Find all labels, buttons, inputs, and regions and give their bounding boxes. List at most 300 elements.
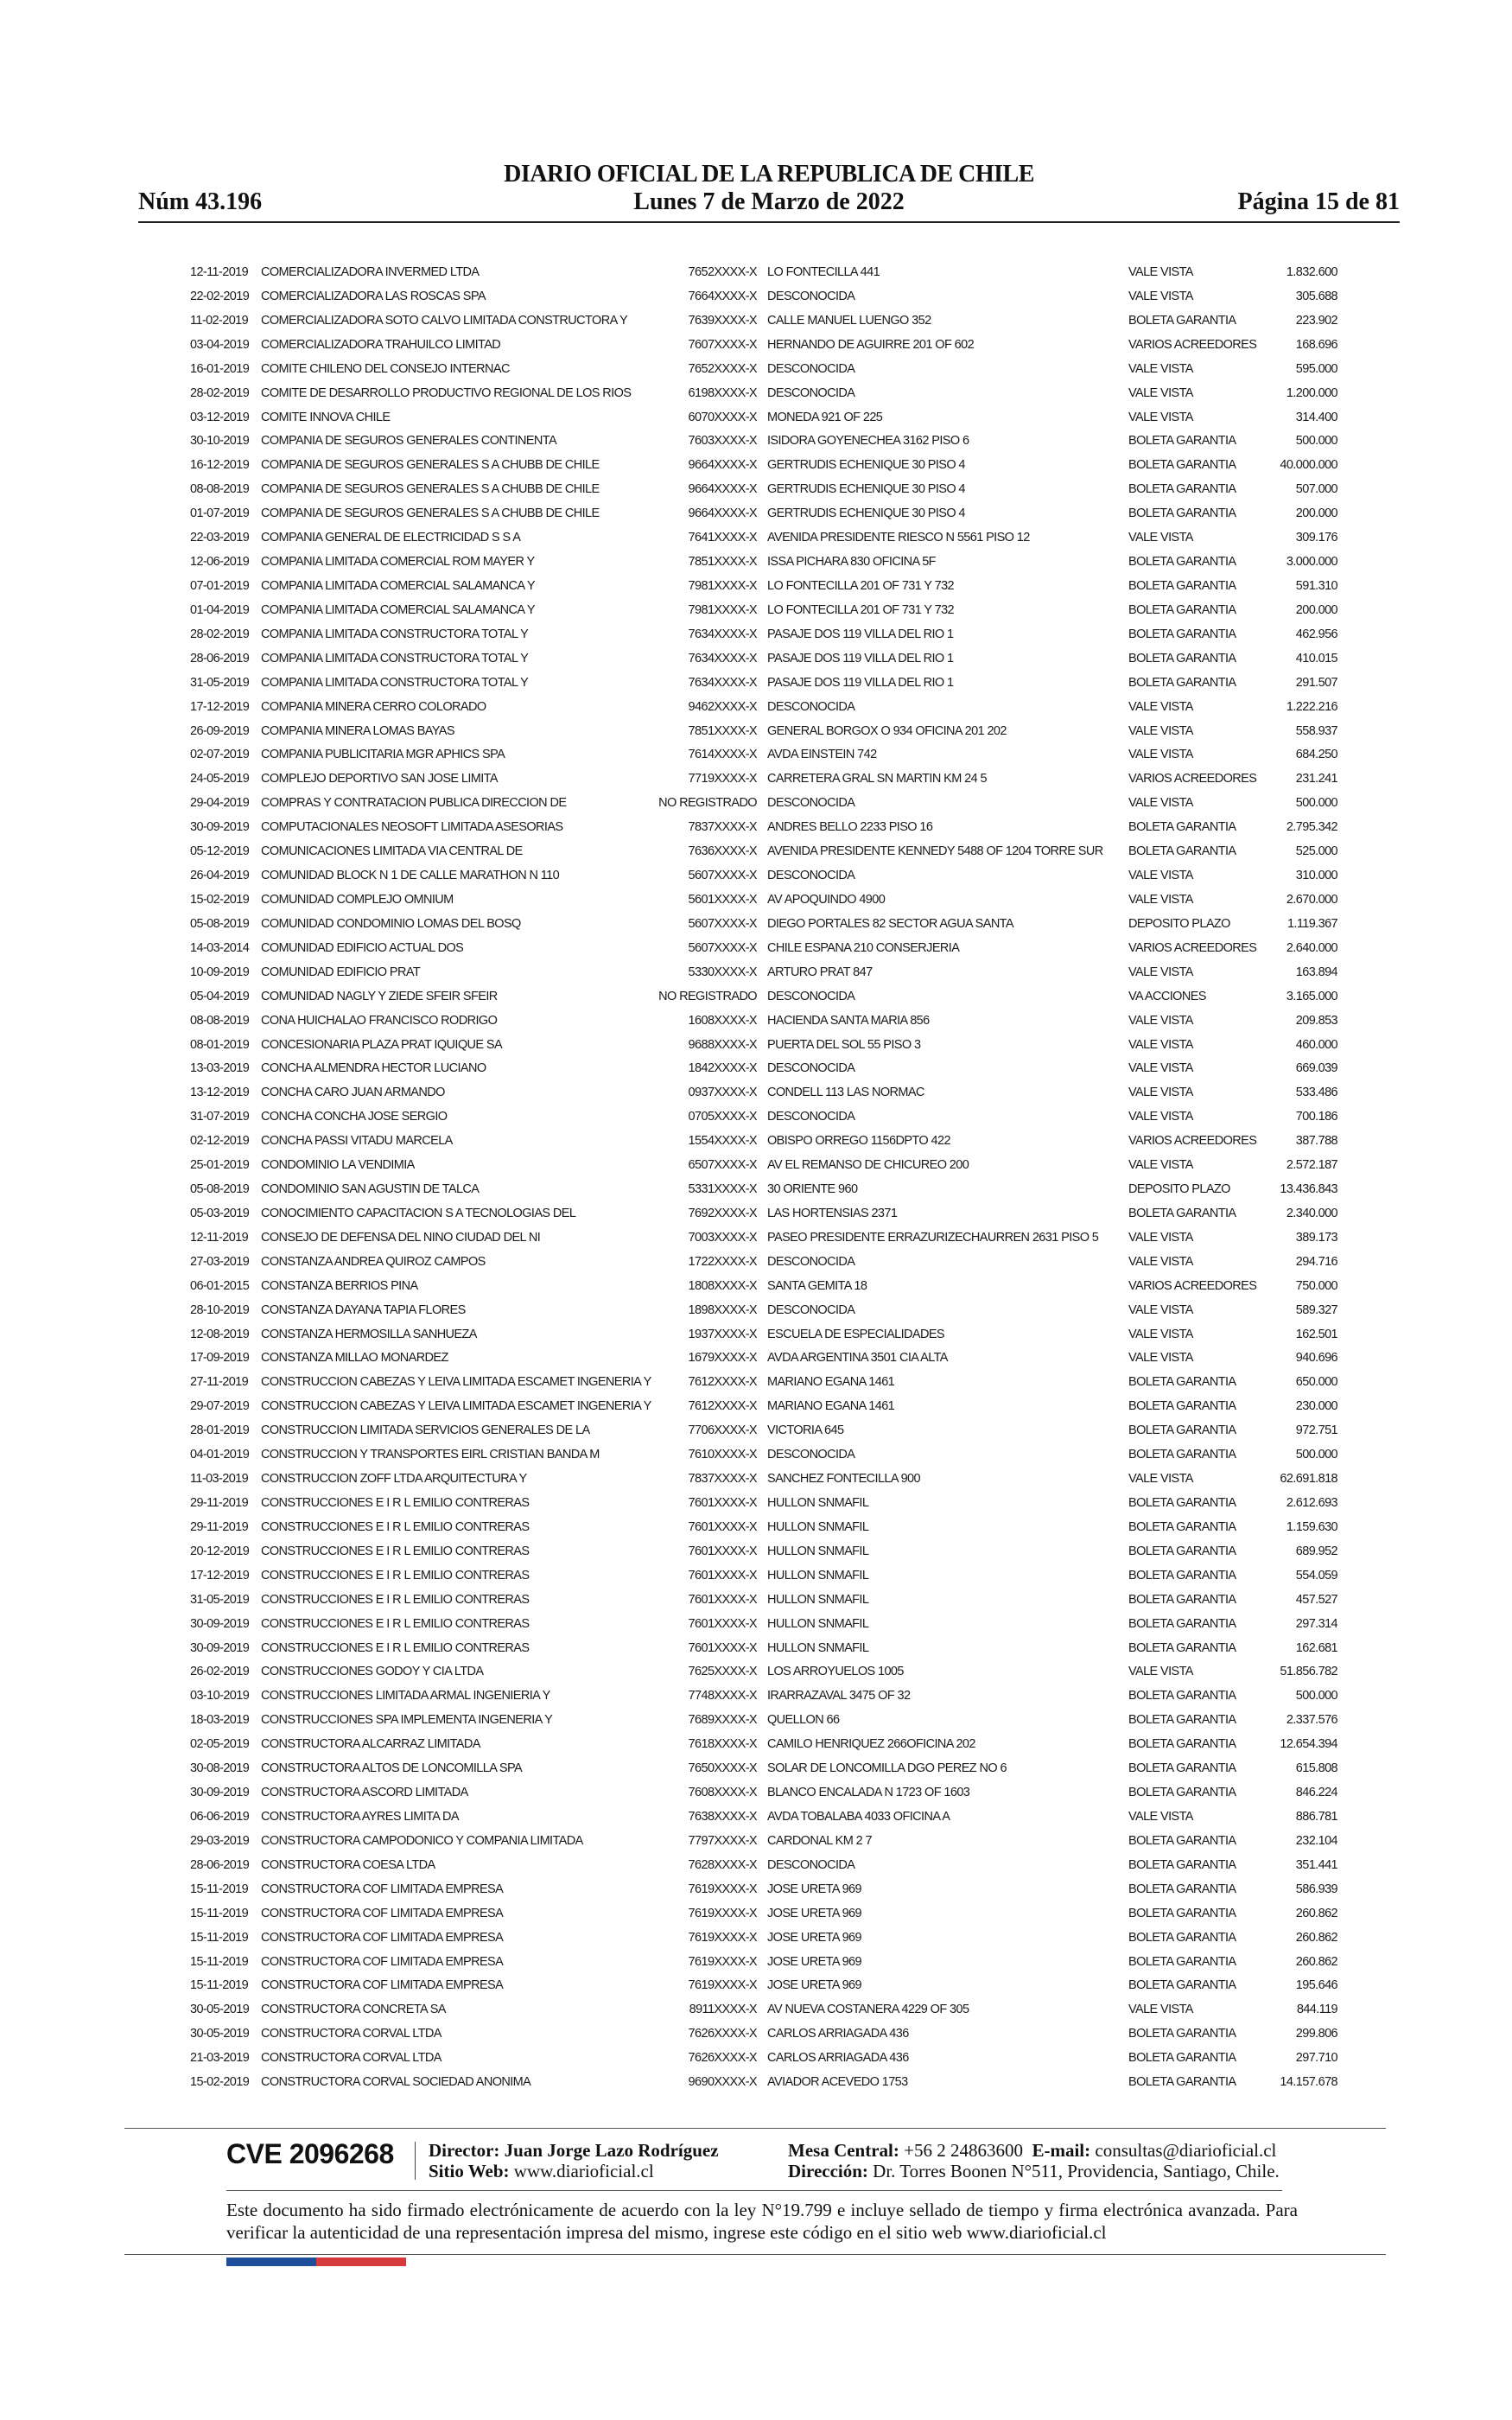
row-address: HULLON SNMAFIL (767, 1544, 869, 1558)
row-rut: 7634XXXX-X (688, 627, 757, 641)
row-address: AVENIDA PRESIDENTE KENNEDY 5488 OF 1204 TORRE SUR (767, 844, 1103, 859)
row-amount: 12.654.394 (1280, 1737, 1337, 1752)
row-name: COMPANIA LIMITADA COMERCIAL SALAMANCA Y (261, 602, 535, 617)
row-name: CONDOMINIO SAN AGUSTIN DE TALCA (261, 1182, 480, 1197)
row-type: BOLETA GARANTIA (1128, 1423, 1236, 1438)
row-name: COMPANIA PUBLICITARIA MGR APHICS SPA (261, 748, 505, 762)
row-name: COMERCIALIZADORA INVERMED LTDA (261, 265, 480, 279)
row-amount: 2.337.576 (1286, 1713, 1337, 1728)
table-row (183, 696, 1341, 720)
row-date: 10-09-2019 (190, 965, 250, 979)
table-row (183, 454, 1341, 478)
row-amount: 940.696 (1295, 1351, 1337, 1366)
row-rut: 7628XXXX-X (688, 1857, 757, 1872)
address-label: Dirección: (788, 2161, 868, 2181)
row-date: 12-11-2019 (190, 265, 249, 279)
row-amount: 51.856.782 (1280, 1665, 1337, 1679)
row-date: 08-08-2019 (190, 482, 250, 497)
row-rut: 7619XXXX-X (688, 1978, 757, 1993)
row-date: 28-01-2019 (190, 1423, 250, 1438)
row-amount: 595.000 (1295, 361, 1337, 376)
table-row (183, 1323, 1341, 1347)
row-amount: 223.902 (1295, 313, 1337, 328)
row-rut: 7626XXXX-X (688, 2051, 757, 2066)
table-row (183, 1998, 1341, 2022)
row-date: 25-01-2019 (190, 1158, 250, 1173)
row-address: SOLAR DE LONCOMILLA DGO PEREZ NO 6 (767, 1761, 1007, 1776)
row-amount: 589.327 (1295, 1302, 1337, 1317)
row-address: CHILE ESPANA 210 CONSERJERIA (767, 940, 960, 955)
row-type: VALE VISTA (1128, 1810, 1193, 1824)
row-amount: 163.894 (1295, 965, 1337, 979)
row-date: 01-07-2019 (190, 506, 250, 521)
table-row (183, 1034, 1341, 1058)
row-type: VALE VISTA (1128, 1254, 1193, 1269)
row-type: BOLETA GARANTIA (1128, 555, 1236, 570)
email-link[interactable]: consultas@diarioficial.cl (1095, 2140, 1277, 2161)
row-amount: 2.640.000 (1286, 940, 1337, 955)
row-type: BOLETA GARANTIA (1128, 1496, 1236, 1511)
row-name: CONSTRUCTORA CORVAL SOCIEDAD ANONIMA (261, 2075, 531, 2090)
row-amount: 586.939 (1295, 1882, 1337, 1896)
table-row (183, 792, 1341, 816)
row-rut: 7634XXXX-X (688, 675, 757, 690)
row-type: BOLETA GARANTIA (1128, 1954, 1236, 1969)
row-type: VALE VISTA (1128, 869, 1193, 883)
table-row (183, 1951, 1341, 1975)
table-row (183, 1226, 1341, 1251)
row-address: PASAJE DOS 119 VILLA DEL RIO 1 (767, 675, 954, 690)
row-name: COMPANIA LIMITADA COMERCIAL SALAMANCA Y (261, 578, 535, 593)
row-type: BOLETA GARANTIA (1128, 1399, 1236, 1414)
row-type: BOLETA GARANTIA (1128, 482, 1236, 497)
row-type: DEPOSITO PLAZO (1128, 916, 1230, 931)
table-row (183, 1613, 1341, 1637)
row-rut: 7610XXXX-X (688, 1448, 757, 1462)
row-rut: 7837XXXX-X (688, 820, 757, 835)
row-address: AV EL REMANSO DE CHICUREO 200 (767, 1158, 969, 1173)
row-address: DESCONOCIDA (767, 289, 855, 303)
row-name: COMPRAS Y CONTRATACION PUBLICA DIRECCION DE (261, 796, 567, 811)
row-type: VALE VISTA (1128, 748, 1193, 762)
row-amount: 387.788 (1295, 1134, 1337, 1149)
row-amount: 260.862 (1295, 1930, 1337, 1945)
row-rut: 7601XXXX-X (688, 1592, 757, 1607)
table-row (183, 406, 1341, 430)
row-date: 22-02-2019 (190, 289, 250, 303)
row-address: PASEO PRESIDENTE ERRAZURIZECHAURREN 2631 PISO 5 (767, 1230, 1099, 1245)
row-date: 03-04-2019 (190, 337, 250, 352)
row-name: CONSTRUCTORA COF LIMITADA EMPRESA (261, 1930, 504, 1945)
row-date: 04-01-2019 (190, 1448, 250, 1462)
row-date: 05-04-2019 (190, 989, 250, 1003)
row-type: VALE VISTA (1128, 1061, 1193, 1076)
table-row (183, 647, 1341, 672)
row-amount: 294.716 (1295, 1254, 1337, 1269)
row-address: DESCONOCIDA (767, 869, 855, 883)
row-amount: 500.000 (1295, 434, 1337, 449)
table-row (183, 1347, 1341, 1371)
row-name: CONSTANZA DAYANA TAPIA FLORES (261, 1302, 466, 1317)
row-date: 05-12-2019 (190, 844, 250, 859)
row-type: VALE VISTA (1128, 1230, 1193, 1245)
row-date: 31-05-2019 (190, 1592, 250, 1607)
row-address: MARIANO EGANA 1461 (767, 1375, 895, 1390)
table-row (183, 1926, 1341, 1951)
row-amount: 669.039 (1295, 1061, 1337, 1076)
row-name: CONSTRUCTORA AYRES LIMITA DA (261, 1810, 459, 1824)
director-block (429, 2140, 719, 2181)
table-row (183, 1660, 1341, 1684)
row-address: LO FONTECILLA 441 (767, 265, 880, 279)
row-date: 29-03-2019 (190, 1833, 250, 1848)
row-name: CONSTRUCTORA COF LIMITADA EMPRESA (261, 1882, 504, 1896)
row-amount: 554.059 (1295, 1568, 1337, 1583)
row-rut: 1608XXXX-X (688, 1013, 757, 1028)
row-type: VALE VISTA (1128, 892, 1193, 907)
row-date: 27-03-2019 (190, 1254, 250, 1269)
row-type: VALE VISTA (1128, 1086, 1193, 1100)
row-address: AVDA EINSTEIN 742 (767, 748, 877, 762)
footer-separator (415, 2142, 416, 2180)
row-type: BOLETA GARANTIA (1128, 675, 1236, 690)
row-name: COMUNIDAD BLOCK N 1 DE CALLE MARATHON N 110 (261, 869, 560, 883)
row-address: GERTRUDIS ECHENIQUE 30 PISO 4 (767, 506, 965, 521)
row-name: COMITE CHILENO DEL CONSEJO INTERNAC (261, 361, 510, 376)
row-type: VALE VISTA (1128, 965, 1193, 979)
row-address: DESCONOCIDA (767, 1110, 855, 1124)
row-address: DESCONOCIDA (767, 989, 855, 1003)
row-type: VALE VISTA (1128, 2003, 1193, 2017)
row-date: 31-05-2019 (190, 675, 250, 690)
row-name: CONSTRUCTORA COF LIMITADA EMPRESA (261, 1954, 504, 1969)
row-rut: 7619XXXX-X (688, 1906, 757, 1920)
table-row (183, 1540, 1341, 1564)
row-address: SANCHEZ FONTECILLA 900 (767, 1472, 920, 1487)
row-rut: 7618XXXX-X (688, 1737, 757, 1752)
publication-title: DIARIO OFICIAL DE LA REPUBLICA DE CHILE (504, 161, 1034, 188)
row-type: BOLETA GARANTIA (1128, 844, 1236, 859)
row-amount: 2.612.693 (1286, 1496, 1337, 1511)
row-type: BOLETA GARANTIA (1128, 506, 1236, 521)
row-date: 08-08-2019 (190, 1013, 250, 1028)
row-amount: 305.688 (1295, 289, 1337, 303)
row-rut: 1554XXXX-X (688, 1134, 757, 1149)
row-type: VALE VISTA (1128, 723, 1193, 738)
row-type: BOLETA GARANTIA (1128, 1761, 1236, 1776)
row-date: 16-01-2019 (190, 361, 250, 376)
director-label: Director: (429, 2140, 500, 2161)
row-type: VALE VISTA (1128, 1158, 1193, 1173)
row-rut: 1722XXXX-X (688, 1254, 757, 1269)
row-rut: 7689XXXX-X (688, 1713, 757, 1728)
row-address: CARDONAL KM 2 7 (767, 1833, 872, 1848)
row-amount: 684.250 (1295, 748, 1337, 762)
row-rut: 0937XXXX-X (688, 1086, 757, 1100)
row-name: COMPANIA DE SEGUROS GENERALES S A CHUBB DE CHILE (261, 458, 600, 473)
row-date: 15-02-2019 (190, 2075, 250, 2090)
table-row (183, 961, 1341, 985)
table-row (183, 1419, 1341, 1443)
row-date: 28-06-2019 (190, 651, 250, 666)
table-row (183, 1443, 1341, 1468)
row-type: BOLETA GARANTIA (1128, 1616, 1236, 1631)
table-row (183, 478, 1341, 502)
issue-number: Núm 43.196 (138, 188, 263, 215)
row-date: 30-09-2019 (190, 1786, 250, 1800)
table-row (183, 1251, 1341, 1275)
table-row (183, 334, 1341, 358)
row-amount: 500.000 (1295, 1689, 1337, 1704)
row-rut: 7851XXXX-X (688, 555, 757, 570)
row-amount: 462.956 (1295, 627, 1337, 641)
row-amount: 299.806 (1295, 2027, 1337, 2041)
row-address: DESCONOCIDA (767, 1448, 855, 1462)
row-date: 12-08-2019 (190, 1327, 250, 1341)
row-address: AVENIDA PRESIDENTE RIESCO N 5561 PISO 12 (767, 531, 1030, 545)
table-row (183, 1395, 1341, 1419)
row-name: CONOCIMIENTO CAPACITACION S A TECNOLOGIAS DEL (261, 1206, 576, 1220)
table-row (183, 1830, 1341, 1854)
row-name: CONSTRUCTORA CORVAL LTDA (261, 2051, 442, 2066)
row-type: BOLETA GARANTIA (1128, 1833, 1236, 1848)
row-type: BOLETA GARANTIA (1128, 1206, 1236, 1220)
row-type: VARIOS ACREEDORES (1128, 1134, 1257, 1149)
row-amount: 314.400 (1295, 410, 1337, 424)
table-row (183, 816, 1341, 840)
row-name: CONSTRUCTORA ALCARRAZ LIMITADA (261, 1737, 480, 1752)
row-type: BOLETA GARANTIA (1128, 1448, 1236, 1462)
row-date: 28-02-2019 (190, 627, 250, 641)
table-row (183, 937, 1341, 961)
row-name: COMUNIDAD EDIFICIO PRAT (261, 965, 421, 979)
row-address: HULLON SNMAFIL (767, 1519, 869, 1534)
row-rut: 7601XXXX-X (688, 1640, 757, 1655)
row-address: DESCONOCIDA (767, 361, 855, 376)
row-name: CONSTRUCCION CABEZAS Y LEIVA LIMITADA ESCAMET INGENERIA Y (261, 1399, 651, 1414)
row-date: 29-07-2019 (190, 1399, 250, 1414)
row-rut: 5330XXXX-X (688, 965, 757, 979)
row-type: BOLETA GARANTIA (1128, 1857, 1236, 1872)
row-name: COMITE INNOVA CHILE (261, 410, 391, 424)
row-address: HULLON SNMAFIL (767, 1592, 869, 1607)
row-amount: 558.937 (1295, 723, 1337, 738)
row-type: BOLETA GARANTIA (1128, 1978, 1236, 1993)
row-date: 05-03-2019 (190, 1206, 250, 1220)
row-address: HULLON SNMAFIL (767, 1496, 869, 1511)
row-type: VALE VISTA (1128, 265, 1193, 279)
flag-stripe-red (316, 2258, 406, 2266)
table-row (183, 1492, 1341, 1516)
row-address: HERNANDO DE AGUIRRE 201 OF 602 (767, 337, 975, 352)
row-rut: 7626XXXX-X (688, 2027, 757, 2041)
row-type: VA ACCIONES (1128, 989, 1206, 1003)
row-amount: 500.000 (1295, 1448, 1337, 1462)
row-address: AVIADOR ACEVEDO 1753 (767, 2075, 908, 2090)
mesa-label: Mesa Central: (788, 2140, 899, 2161)
row-rut: 7607XXXX-X (688, 337, 757, 352)
row-name: CONSTRUCTORA COF LIMITADA EMPRESA (261, 1978, 504, 1993)
row-address: CARLOS ARRIAGADA 436 (767, 2051, 909, 2066)
row-date: 03-10-2019 (190, 1689, 250, 1704)
row-date: 27-11-2019 (190, 1375, 249, 1390)
table-row (183, 1275, 1341, 1299)
row-address: SANTA GEMITA 18 (767, 1278, 867, 1293)
row-rut: 1842XXXX-X (688, 1061, 757, 1076)
row-rut: 7634XXXX-X (688, 651, 757, 666)
row-rut: 6070XXXX-X (688, 410, 757, 424)
row-name: CONSTRUCCION LIMITADA SERVICIOS GENERALES DE LA (261, 1423, 590, 1438)
row-name: COMPANIA MINERA CERRO COLORADO (261, 699, 486, 714)
row-type: VALE VISTA (1128, 410, 1193, 424)
row-amount: 200.000 (1295, 602, 1337, 617)
row-type: VALE VISTA (1128, 699, 1193, 714)
row-address: HULLON SNMAFIL (767, 1640, 869, 1655)
table-row (183, 285, 1341, 309)
row-address: ARTURO PRAT 847 (767, 965, 873, 979)
row-date: 13-12-2019 (190, 1086, 250, 1100)
row-rut: 7638XXXX-X (688, 1810, 757, 1824)
row-address: JOSE URETA 969 (767, 1906, 861, 1920)
row-amount: 297.710 (1295, 2051, 1337, 2066)
row-date: 02-05-2019 (190, 1737, 250, 1752)
row-name: CONSTRUCCIONES LIMITADA ARMAL INGENIERIA Y (261, 1689, 550, 1704)
row-date: 28-10-2019 (190, 1302, 250, 1317)
row-address: CONDELL 113 LAS NORMAC (767, 1086, 924, 1100)
row-name: COMPANIA DE SEGUROS GENERALES S A CHUBB DE CHILE (261, 482, 600, 497)
row-date: 17-12-2019 (190, 699, 250, 714)
row-name: CONSTRUCCION CABEZAS Y LEIVA LIMITADA ESCAMET INGENERIA Y (261, 1375, 651, 1390)
row-name: COMPANIA DE SEGUROS GENERALES CONTINENTA (261, 434, 557, 449)
table-row (183, 1154, 1341, 1178)
row-amount: 2.670.000 (1286, 892, 1337, 907)
row-address: PASAJE DOS 119 VILLA DEL RIO 1 (767, 651, 954, 666)
row-name: CONSTRUCTORA CORVAL LTDA (261, 2027, 442, 2041)
row-amount: 846.224 (1295, 1786, 1337, 1800)
row-amount: 886.781 (1295, 1810, 1337, 1824)
row-address: ESCUELA DE ESPECIALIDADES (767, 1327, 944, 1341)
table-row (183, 599, 1341, 623)
row-type: BOLETA GARANTIA (1128, 1544, 1236, 1558)
row-address: LAS HORTENSIAS 2371 (767, 1206, 898, 1220)
table-row (183, 743, 1341, 767)
row-name: CONSEJO DE DEFENSA DEL NINO CIUDAD DEL NI (261, 1230, 541, 1245)
row-address: HACIENDA SANTA MARIA 856 (767, 1013, 930, 1028)
row-name: CONCHA ALMENDRA HECTOR LUCIANO (261, 1061, 486, 1076)
row-rut: 1937XXXX-X (688, 1327, 757, 1341)
row-rut: 9462XXXX-X (688, 699, 757, 714)
row-amount: 410.015 (1295, 651, 1337, 666)
table-row (183, 720, 1341, 744)
row-type: VALE VISTA (1128, 1665, 1193, 1679)
row-rut: 5607XXXX-X (688, 916, 757, 931)
table-row (183, 888, 1341, 913)
row-type: BOLETA GARANTIA (1128, 651, 1236, 666)
row-type: BOLETA GARANTIA (1128, 1375, 1236, 1390)
row-type: VALE VISTA (1128, 1472, 1193, 1487)
row-type: BOLETA GARANTIA (1128, 1640, 1236, 1655)
row-date: 11-02-2019 (190, 313, 249, 328)
row-rut: 9664XXXX-X (688, 458, 757, 473)
cve-code: CVE 2096268 (226, 2138, 394, 2169)
row-address: LOS ARROYUELOS 1005 (767, 1665, 904, 1679)
row-name: COMERCIALIZADORA SOTO CALVO LIMITADA CONSTRUCTORA Y (261, 313, 628, 328)
site-link[interactable]: www.diarioficial.cl (513, 2161, 654, 2181)
row-name: CONSTRUCCIONES E I R L EMILIO CONTRERAS (261, 1544, 530, 1558)
row-date: 02-12-2019 (190, 1134, 250, 1149)
table-row (183, 672, 1341, 696)
row-address: DIEGO PORTALES 82 SECTOR AGUA SANTA (767, 916, 1013, 931)
table-row (183, 309, 1341, 334)
row-address: JOSE URETA 969 (767, 1978, 861, 1993)
director-name: Juan Jorge Lazo Rodríguez (504, 2140, 719, 2161)
row-type: BOLETA GARANTIA (1128, 1930, 1236, 1945)
row-date: 24-05-2019 (190, 772, 250, 786)
row-date: 08-01-2019 (190, 1037, 250, 1052)
row-address: CARRETERA GRAL SN MARTIN KM 24 5 (767, 772, 987, 786)
row-address: DESCONOCIDA (767, 1302, 855, 1317)
row-rut: 9664XXXX-X (688, 506, 757, 521)
row-date: 30-09-2019 (190, 1640, 250, 1655)
row-address: DESCONOCIDA (767, 796, 855, 811)
table-row (183, 261, 1341, 285)
row-name: COMPLEJO DEPORTIVO SAN JOSE LIMITA (261, 772, 498, 786)
table-row (183, 1854, 1341, 1878)
table-row (183, 1299, 1341, 1323)
table-row (183, 1878, 1341, 1902)
row-type: VALE VISTA (1128, 1327, 1193, 1341)
table-row (183, 767, 1341, 792)
row-rut: 7619XXXX-X (688, 1954, 757, 1969)
row-address: LO FONTECILLA 201 OF 731 Y 732 (767, 602, 955, 617)
row-date: 12-11-2019 (190, 1230, 249, 1245)
row-amount: 291.507 (1295, 675, 1337, 690)
row-rut: 7601XXXX-X (688, 1544, 757, 1558)
row-name: COMERCIALIZADORA LAS ROSCAS SPA (261, 289, 486, 303)
row-rut: 7652XXXX-X (688, 361, 757, 376)
row-type: BOLETA GARANTIA (1128, 313, 1236, 328)
row-type: BOLETA GARANTIA (1128, 2075, 1236, 2090)
table-row (183, 2022, 1341, 2047)
row-name: CONSTRUCCION ZOFF LTDA ARQUITECTURA Y (261, 1472, 527, 1487)
row-type: BOLETA GARANTIA (1128, 578, 1236, 593)
row-rut: 7706XXXX-X (688, 1423, 757, 1438)
row-amount: 14.157.678 (1280, 2075, 1337, 2090)
row-name: CONSTRUCCIONES E I R L EMILIO CONTRERAS (261, 1568, 530, 1583)
row-rut: 7614XXXX-X (688, 748, 757, 762)
row-type: BOLETA GARANTIA (1128, 434, 1236, 449)
row-type: BOLETA GARANTIA (1128, 1713, 1236, 1728)
row-name: COMPANIA LIMITADA CONSTRUCTORA TOTAL Y (261, 651, 529, 666)
row-name: CONSTRUCTORA CONCRETA SA (261, 2003, 446, 2017)
table-row (183, 864, 1341, 888)
table-row (183, 382, 1341, 406)
row-date: 31-07-2019 (190, 1110, 250, 1124)
row-rut: 7981XXXX-X (688, 578, 757, 593)
row-amount: 972.751 (1295, 1423, 1337, 1438)
row-rut: 1808XXXX-X (688, 1278, 757, 1293)
table-row (183, 1202, 1341, 1226)
table-row (183, 1781, 1341, 1805)
row-date: 26-02-2019 (190, 1665, 250, 1679)
table-row (183, 1637, 1341, 1661)
row-name: CONCHA CONCHA JOSE SERGIO (261, 1110, 448, 1124)
records-table (183, 261, 1341, 2095)
table-row (183, 430, 1341, 454)
row-amount: 500.000 (1295, 796, 1337, 811)
row-address: CALLE MANUEL LUENGO 352 (767, 313, 931, 328)
email-label: E-mail: (1032, 2140, 1091, 2161)
